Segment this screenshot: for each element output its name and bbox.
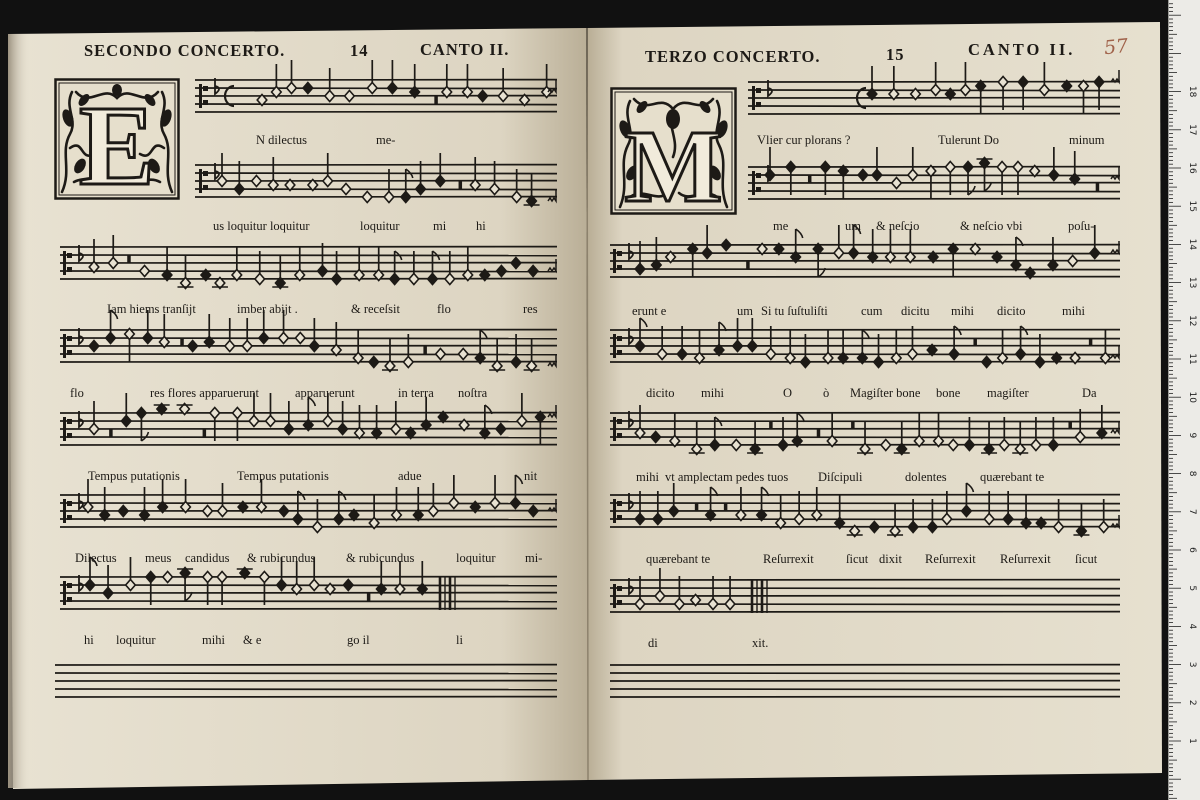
lyric-line — [0, 302, 1200, 320]
handwritten-folio-number: 57 — [1102, 34, 1130, 60]
staff-line — [610, 338, 1120, 339]
ruler-label: 11 — [1187, 353, 1197, 365]
lyric-syllable: di — [648, 636, 658, 650]
lyric-line — [0, 550, 1200, 568]
staff-line — [748, 191, 1120, 192]
ruler-label: 5 — [1187, 585, 1197, 592]
lyric-syllable: mihi — [636, 470, 659, 484]
lyric-syllable: dolentes — [905, 470, 947, 484]
rest — [808, 175, 812, 183]
rest — [109, 429, 113, 437]
staff-line — [748, 175, 1120, 176]
lyric-syllable: Reſurrexit — [925, 552, 976, 566]
lyric-syllable: um — [737, 304, 753, 318]
lyric-syllable: meus — [145, 551, 172, 565]
ruler-label: 2 — [1187, 699, 1197, 706]
lyric-syllable: & e — [243, 633, 262, 647]
lyric-syllable: flo — [70, 386, 84, 400]
staff-line — [195, 189, 557, 190]
staff-line — [60, 519, 557, 520]
staff-line — [610, 503, 1120, 504]
lyric-syllable: magiſter — [987, 386, 1029, 400]
staff-line — [610, 253, 1120, 254]
left-part-name: CANTO II. — [420, 40, 510, 59]
ruler-label: 7 — [1187, 508, 1197, 515]
lyric-syllable: Da — [1082, 386, 1097, 400]
lyric-line — [0, 468, 1200, 486]
ruler-label: 12 — [1187, 315, 1197, 327]
lyric-syllable: mihi — [951, 304, 974, 318]
lyric-syllable: bone — [936, 386, 961, 400]
rest — [423, 346, 427, 354]
rest — [1096, 183, 1100, 191]
lyric-syllable: Tempus putationis — [237, 469, 329, 483]
lyric-syllable: & neſcio — [876, 219, 920, 233]
lyric-syllable: adue — [398, 469, 422, 483]
lyric-syllable: mihi — [701, 386, 724, 400]
staff-line — [610, 588, 1120, 589]
rest — [434, 96, 438, 104]
lyric-syllable: um — [845, 219, 861, 233]
staff-line — [610, 269, 1120, 270]
rest — [769, 421, 773, 429]
lyric-syllable: me — [773, 219, 789, 233]
lyric-syllable: quærebant te — [980, 470, 1045, 484]
lyric-syllable: minum — [1069, 133, 1105, 147]
initial-letter: M — [624, 109, 723, 215]
rest — [1089, 338, 1093, 346]
rest — [127, 255, 131, 263]
lyric-syllable: dicitu — [901, 304, 930, 318]
lyric-syllable: flo — [437, 302, 451, 316]
staff-line — [60, 255, 557, 256]
lyric-syllable: res — [523, 302, 538, 316]
staff-line — [60, 338, 557, 339]
lyric-syllable: mi- — [525, 551, 543, 565]
lyric-syllable: go il — [347, 633, 370, 647]
lyric-syllable: Magiſter bone — [850, 386, 921, 400]
staff-line — [60, 601, 557, 602]
lyric-syllable: us loquitur loquitur — [213, 219, 310, 233]
lyric-syllable: Diſcipuli — [818, 470, 863, 484]
staff-line — [60, 437, 557, 438]
lyric-syllable: loquitur — [116, 633, 156, 647]
lyric-syllable: O — [783, 386, 793, 400]
lyric-syllable: nit — [524, 469, 538, 483]
lyric-syllable: mihi — [202, 633, 225, 647]
lyric-syllable: ſicut — [1075, 552, 1098, 566]
lyric-syllable: Si tu ſuſtuliſti — [761, 304, 828, 318]
lyric-line — [0, 217, 1200, 235]
lyric-syllable: N dilectus — [256, 133, 308, 147]
lyric-line — [0, 634, 1200, 652]
lyric-syllable: loquitur — [360, 219, 400, 233]
lyric-syllable: Iam hiems tranſijt — [107, 302, 196, 316]
ruler-label: 6 — [1187, 547, 1197, 553]
lyric-syllable: & receſsit — [351, 302, 400, 316]
lyric-syllable: Vlier cur plorans ? — [757, 133, 851, 147]
lyric-syllable: erunt e — [632, 304, 667, 318]
lyric-syllable: li — [456, 633, 463, 647]
staff-line — [60, 503, 557, 504]
lyric-syllable: poſu- — [1068, 219, 1095, 233]
lyric-syllable: Dilectus — [75, 551, 117, 565]
rest — [180, 338, 184, 346]
staff-line — [610, 689, 1120, 690]
initial-letter: E — [78, 82, 156, 200]
rest — [203, 429, 207, 437]
ruler-label: 13 — [1187, 276, 1197, 289]
lyric-syllable: xit. — [752, 636, 769, 650]
lyric-syllable: noſtra — [458, 386, 488, 400]
rest — [459, 181, 463, 189]
staff-line — [195, 173, 557, 174]
lyric-syllable: dixit — [879, 552, 902, 566]
lyric-syllable: Reſurrexit — [763, 552, 814, 566]
measuring-ruler — [1168, 0, 1200, 800]
lyric-syllable: Tempus putationis — [88, 469, 180, 483]
ruler-label: 1 — [1187, 738, 1197, 744]
staff-line — [55, 689, 557, 690]
lyric-syllable: hi — [476, 219, 486, 233]
right-page-number: 15 — [886, 45, 905, 64]
ruler-label: 18 — [1187, 85, 1197, 98]
staff-line — [195, 104, 557, 105]
rest — [1068, 421, 1072, 429]
lyric-syllable: candidus — [185, 551, 230, 565]
rest — [695, 503, 699, 511]
ruler-label: 16 — [1187, 162, 1197, 174]
rest — [367, 593, 371, 601]
lyric-syllable: cum — [861, 304, 883, 318]
lyric-syllable: loquitur — [456, 551, 496, 565]
staff-line — [610, 604, 1120, 605]
rest — [851, 421, 855, 429]
lyric-syllable: apparuerunt — [295, 386, 355, 400]
lyric-syllable: ſicut — [846, 552, 869, 566]
lyric-syllable: imber abijt . — [237, 302, 298, 316]
ruler-label: 4 — [1187, 623, 1197, 630]
staff-line — [748, 106, 1120, 107]
lyric-syllable: vt amplectam pedes tuos — [665, 470, 789, 484]
lyric-syllable: ò — [823, 386, 830, 400]
lyric-syllable: in terra — [398, 386, 434, 400]
ruler-label: 17 — [1187, 124, 1197, 136]
lyric-syllable: res flores apparuerunt — [150, 386, 259, 400]
lyric-syllable: hi — [84, 633, 94, 647]
lyric-syllable: & rubicundus — [346, 551, 415, 565]
ruler-label: 3 — [1187, 661, 1197, 668]
staff-line — [610, 673, 1120, 674]
lyric-syllable: dicito — [997, 304, 1026, 318]
lyric-syllable: dicito — [646, 386, 675, 400]
ruler-label: 14 — [1187, 238, 1197, 251]
lyric-syllable: Reſurrexit — [1000, 552, 1051, 566]
lyric-syllable: mihi — [1062, 304, 1085, 318]
decorated-initial-m — [610, 87, 737, 215]
ruler-label: 15 — [1187, 200, 1197, 212]
rest — [746, 261, 750, 269]
lyric-syllable: & neſcio vbi — [960, 219, 1023, 233]
staff-line — [55, 673, 557, 674]
rest — [973, 338, 977, 346]
rest — [724, 503, 728, 511]
rest — [817, 429, 821, 437]
lyric-syllable: me- — [376, 133, 396, 147]
lyric-syllable: Tulerunt Do — [938, 133, 1000, 147]
lyric-syllable: mi — [433, 219, 447, 233]
right-running-title: TERZO CONCERTO. — [645, 47, 821, 66]
left-running-title: SECONDO CONCERTO. — [84, 41, 286, 60]
left-page-number: 14 — [350, 41, 369, 60]
lyric-line — [0, 131, 1200, 149]
lyric-line — [0, 384, 1200, 402]
lyric-syllable: & rubicundus — [247, 551, 316, 565]
lyric-syllable: quærebant te — [646, 552, 711, 566]
ruler-label: 10 — [1187, 391, 1197, 403]
ruler-label: 8 — [1187, 470, 1197, 477]
ruler-label: 9 — [1187, 432, 1197, 439]
right-part-name: CANTO II. — [968, 40, 1076, 59]
